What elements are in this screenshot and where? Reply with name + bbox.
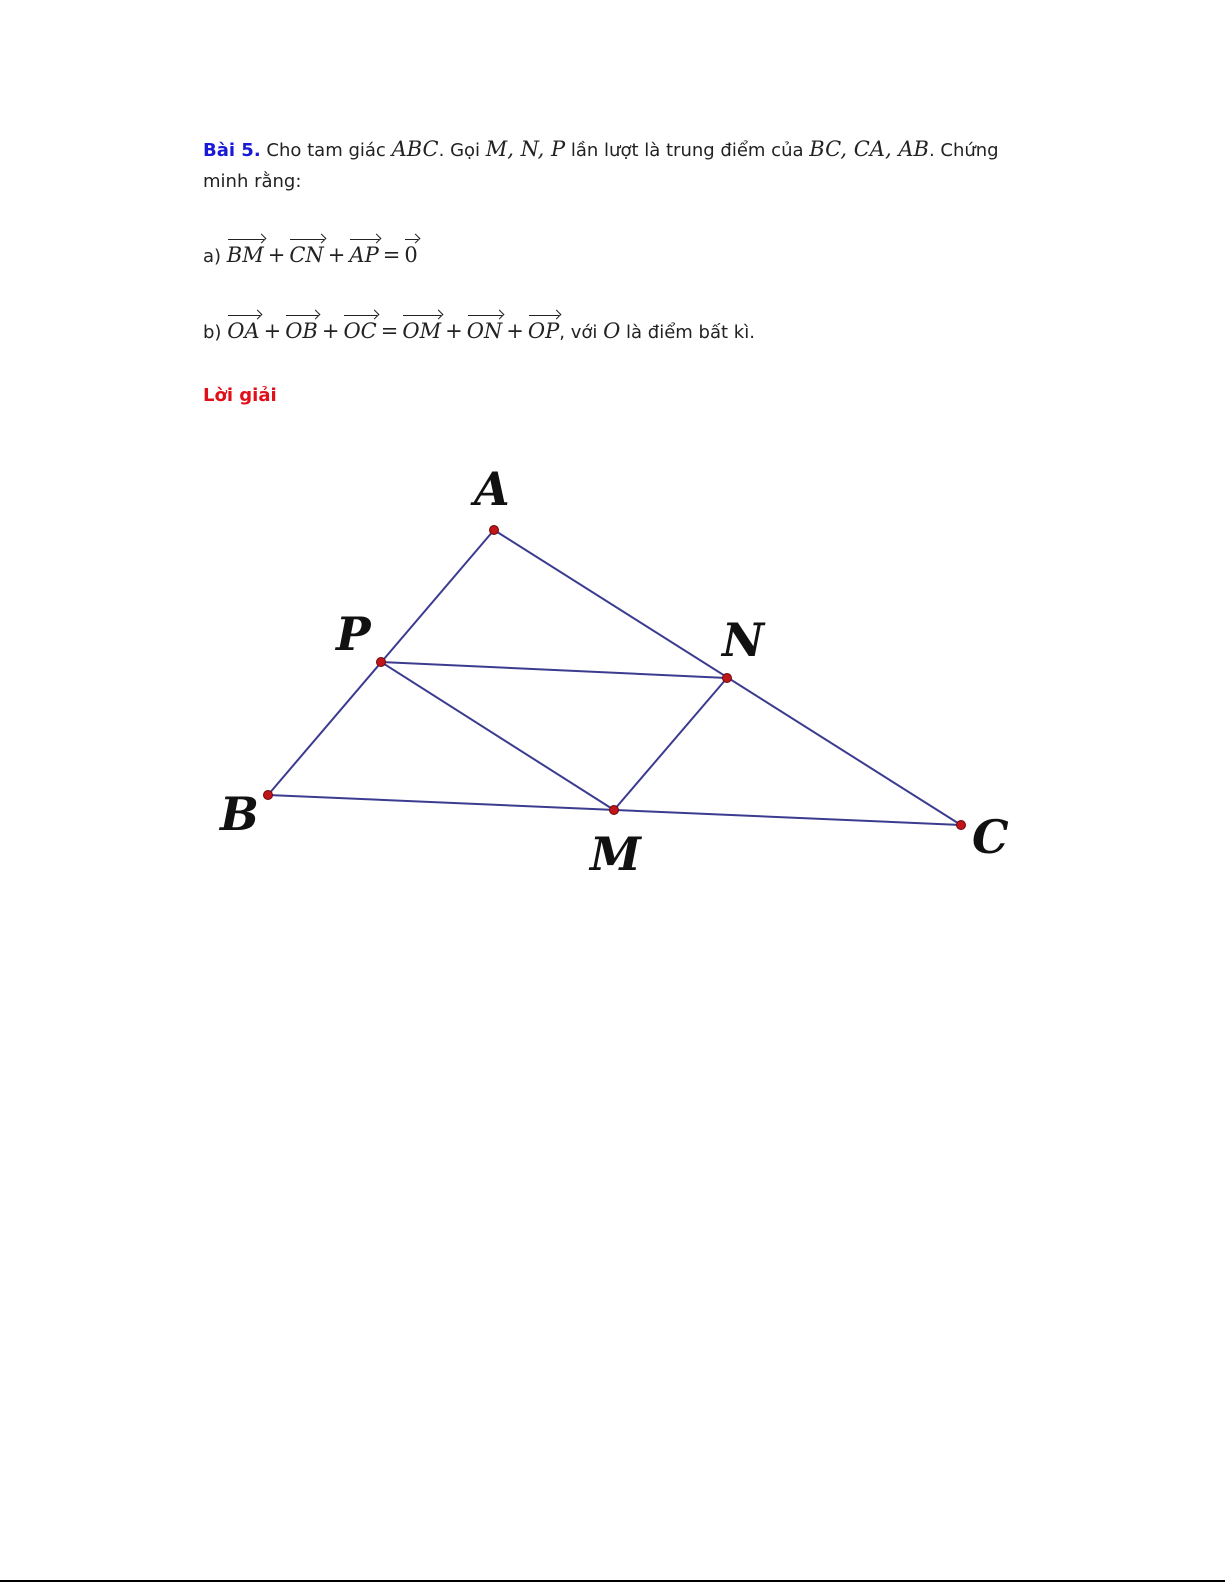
vector-on: ON (467, 314, 503, 342)
vector-om: OM (402, 314, 441, 342)
problem-text-2: . Gọi (438, 140, 481, 161)
plus-sign: + (321, 319, 340, 343)
vector-cn: CN (289, 238, 323, 266)
zero-vector: 0 (404, 238, 417, 266)
segment-pn (381, 662, 727, 678)
label-n: N (722, 613, 765, 667)
point-c-dot (957, 821, 966, 830)
midpoints-names: M, N, P (485, 137, 566, 161)
segment-pm (381, 662, 614, 810)
label-m: M (590, 827, 641, 881)
plus-sign: + (445, 319, 463, 343)
vector-ap: AP (349, 238, 378, 266)
point-a-dot (490, 526, 499, 535)
part-a-label: a) (203, 246, 222, 267)
part-b-text-2: là điểm bất kì. (626, 322, 755, 343)
point-o: O (603, 319, 621, 343)
segment-nm (614, 678, 727, 810)
vector-bm: BM (227, 238, 264, 266)
plus-sign: + (506, 319, 524, 343)
equals-sign: = (382, 243, 401, 267)
plus-sign: + (267, 243, 286, 267)
label-p: P (336, 607, 371, 661)
figure-lines (268, 530, 961, 825)
label-a: A (474, 462, 510, 516)
solution-heading: Lời giải (203, 385, 277, 406)
vector-oc: OC (343, 314, 376, 342)
part-b-text-1: , với (559, 322, 598, 343)
label-b: B (220, 787, 259, 841)
problem-text-1: Cho tam giác (266, 140, 386, 161)
triangle-name: ABC (391, 137, 439, 161)
problem-text-3: lần lượt là trung điểm của (570, 140, 804, 161)
plus-sign: + (327, 243, 346, 267)
vector-ob: OB (285, 314, 318, 342)
point-n-dot (723, 674, 732, 683)
vector-op: OP (528, 314, 559, 342)
point-p-dot (377, 658, 386, 667)
label-c: C (972, 810, 1009, 864)
equals-sign: = (380, 319, 399, 343)
part-b-label: b) (203, 322, 222, 343)
plus-sign: + (263, 319, 282, 343)
problem-label: Bài 5. (203, 140, 261, 161)
point-b-dot (264, 791, 273, 800)
vector-oa: OA (227, 314, 259, 342)
point-m-dot (610, 806, 619, 815)
problem-text-4: . Chứng minh rằng: (203, 140, 999, 192)
sides-names: BC, CA, AB (809, 137, 929, 161)
page-bottom-border (0, 1580, 1225, 1582)
